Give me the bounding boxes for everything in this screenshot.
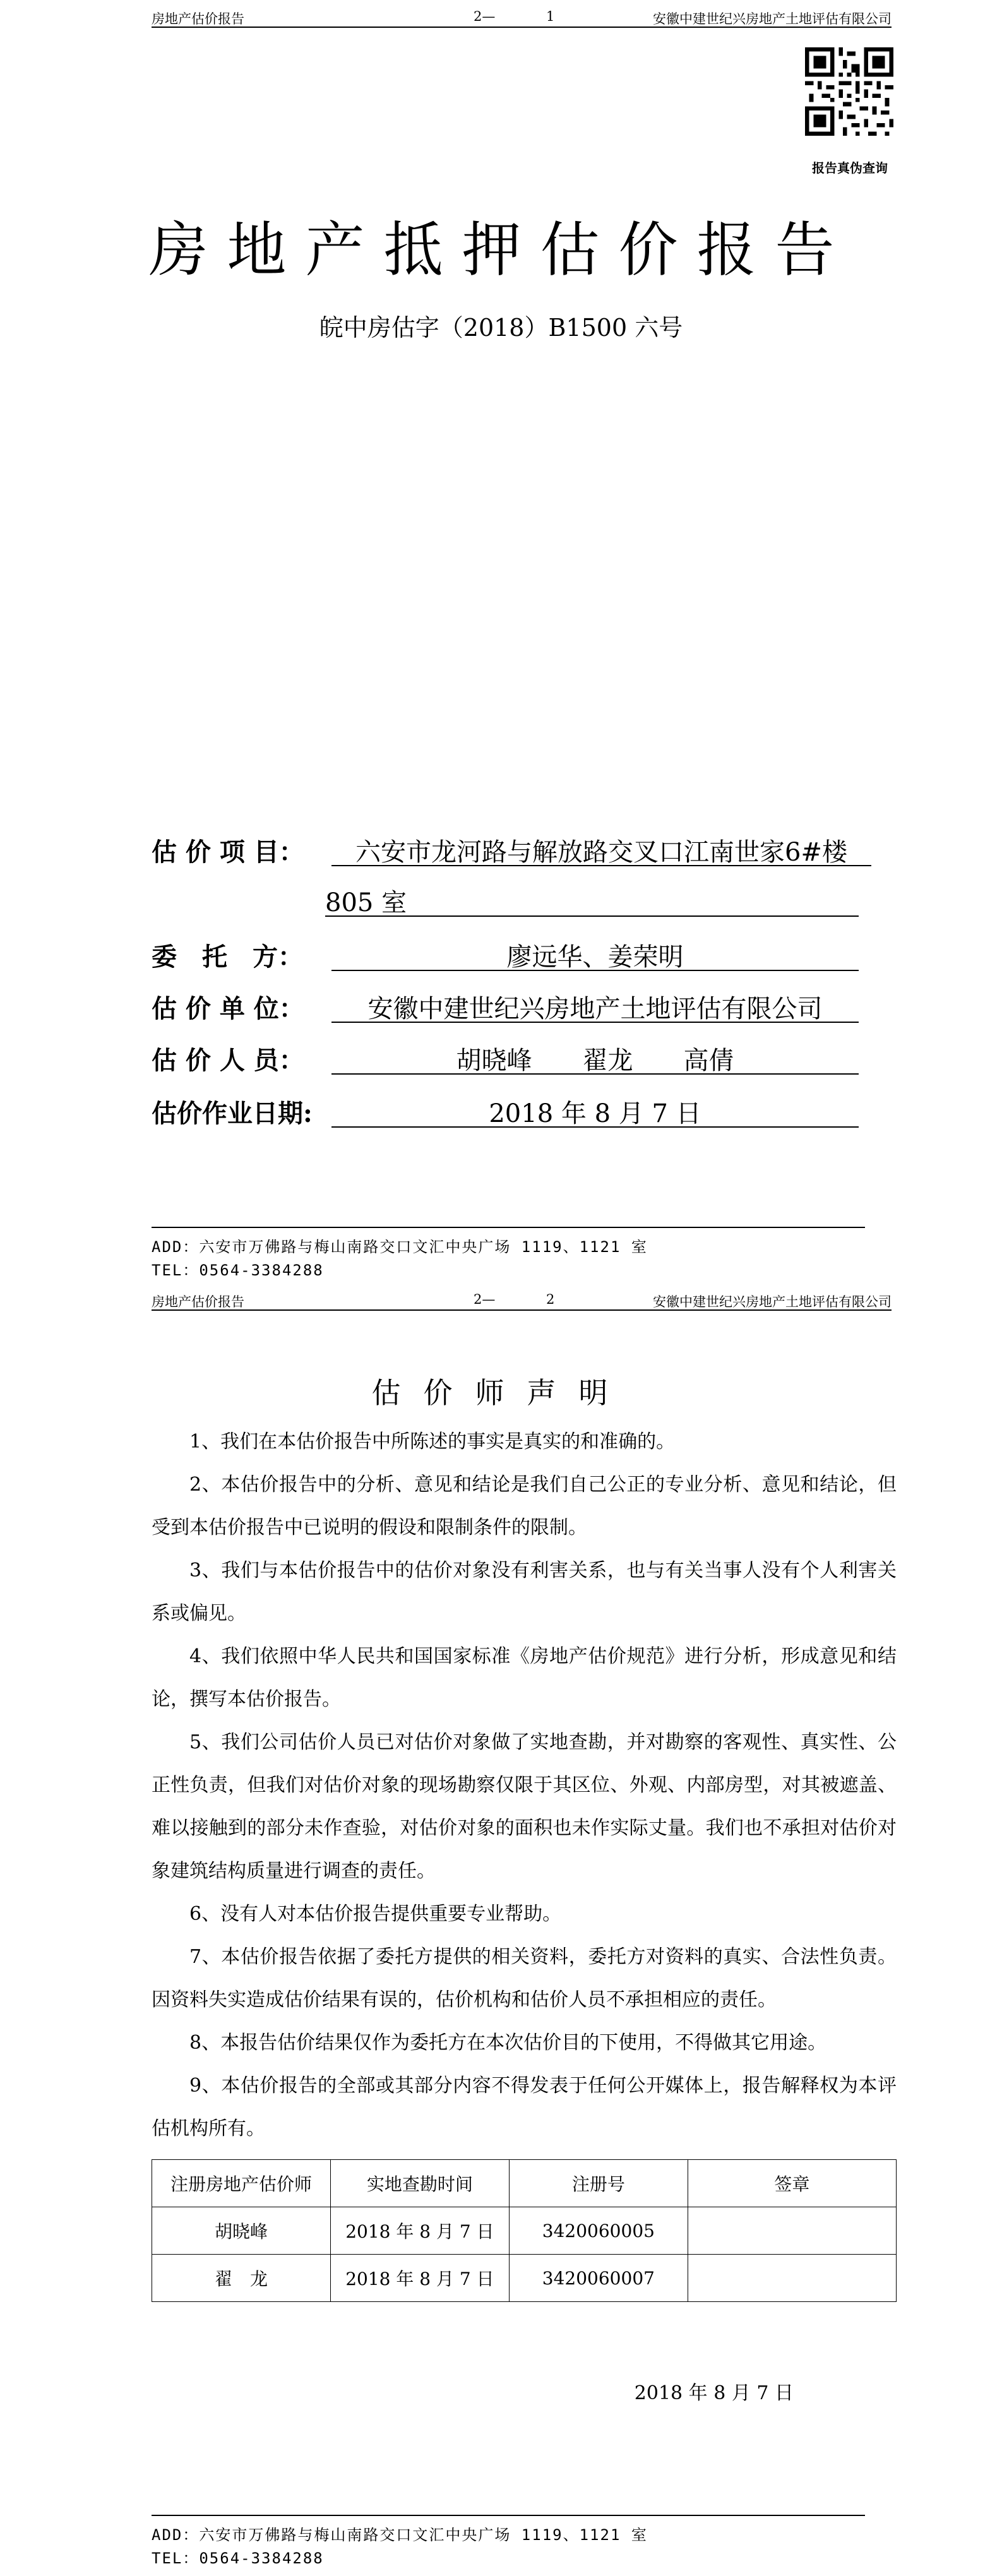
signature-cell: [688, 2207, 896, 2255]
statement-title: 估价师声明: [371, 1376, 631, 1410]
statement-item: 9、本估价报告的全部或其部分内容不得发表于任何公开媒体上，报告解释权为本评估机构所有。: [152, 2075, 897, 2140]
field-value: 廖远华、姜荣明: [331, 937, 859, 971]
field-value-line2: 805 室: [325, 883, 859, 917]
statement-item: 2、本估价报告中的分析、意见和结论是我们自己公正的专业分析、意见和结论，但受到本估价报告中已说明的假设和限制条件的限制。: [152, 1474, 897, 1539]
statement-item: 8、本报告估价结果仅作为委托方在本次估价目的下使用，不得做其它用途。: [189, 2032, 827, 2054]
statement-item: 7、本估价报告依据了委托方提供的相关资料，委托方对资料的真实、合法性负责。因资料失实造成估价结果有误的，估价机构和估价人员不承担相应的责任。: [152, 1946, 897, 2011]
header-dash: 2—: [474, 9, 496, 24]
field-label: 估 价 项 目：: [152, 837, 304, 867]
table-cell: 胡晓峰: [152, 2207, 331, 2255]
table-header-row: [152, 2160, 897, 2207]
report-title: 房地产抵押估价报告: [148, 216, 854, 285]
footer-address: ADD：六安市万佛路与梅山南路交口文汇中央广场 1119、1121 室: [152, 1238, 648, 1256]
table-cell: 3420060007: [509, 2255, 688, 2302]
field-value: 安徽中建世纪兴房地产土地评估有限公司: [331, 989, 859, 1023]
qr-code-icon[interactable]: [805, 47, 893, 136]
footer-tel: TEL：0564-3384288: [152, 2549, 324, 2567]
statement-item: 4、我们依照中华人民共和国国家标准《房地产估价规范》进行分析，形成意见和结论，撰写本估价报告。: [152, 1645, 897, 1710]
header-dash: 2—: [474, 1292, 496, 1307]
statement-item: 3、我们与本估价报告中的估价对象没有利害关系，也与有关当事人没有个人利害关系或偏见。: [152, 1559, 897, 1625]
field-value: 2018 年 8 月 7 日: [331, 1094, 859, 1128]
statement-page: [0, 1288, 1002, 2576]
document-number: 皖中房估字（2018）B1500 六号: [319, 314, 683, 342]
table-cell: 2018 年 8 月 7 日: [330, 2207, 509, 2255]
table-cell: 3420060005: [509, 2207, 688, 2255]
field-project: [152, 832, 847, 868]
field-label: 估 价 人 员：: [152, 1046, 304, 1075]
header-left: 房地产估价报告: [152, 11, 244, 27]
signature-cell: [688, 2255, 896, 2302]
appraiser-table: [152, 2159, 897, 2302]
footer-tel: TEL：0564-3384288: [152, 1261, 324, 1279]
field-work-date: [152, 1094, 701, 1130]
statement-item: 5、我们公司估价人员已对估价对象做了实地查勘，并对勘察的客观性、真实性、公正性负责，但我们对估价对象的现场勘察仅限于其区位、外观、内部房型，对其被遮盖、难以接触到的部分未作查验，对估价对象的面积也未作实际丈量。我们也不承担对估价对象建筑结构质量进行调查的责任。: [152, 1731, 897, 1882]
statement-item: 6、没有人对本估价报告提供重要专业帮助。: [189, 1903, 562, 1925]
statement-item: 1、我们在本估价报告中所陈述的事实是真实的和准确的。: [189, 1431, 676, 1453]
table-cell: 2018 年 8 月 7 日: [330, 2255, 509, 2302]
field-label: 估价作业日期:: [152, 1099, 313, 1128]
header-right: 安徽中建世纪兴房地产土地评估有限公司: [653, 1294, 892, 1309]
field-label: 估 价 单 位：: [152, 994, 304, 1023]
footer-address: ADD：六安市万佛路与梅山南路交口文汇中央广场 1119、1121 室: [152, 2526, 648, 2544]
table-header-cell: 注册房地产估价师: [152, 2160, 331, 2207]
field-value: 六安市龙河路与解放路交叉口江南世家6#楼: [331, 832, 871, 866]
field-value: 胡晓峰 翟龙 高倩: [331, 1041, 859, 1075]
table-cell: 翟 龙: [152, 2255, 331, 2302]
qr-caption: 报告真伪查询: [812, 160, 888, 176]
table-header-cell: 注册号: [509, 2160, 688, 2207]
page-header: [152, 1288, 892, 1311]
table-row: [152, 2255, 897, 2302]
statement-date: 2018 年 8 月 7 日: [634, 2382, 794, 2404]
header-left: 房地产估价报告: [152, 1294, 244, 1309]
field-label: 委 托 方：: [152, 942, 303, 972]
field-appraisers: [152, 1041, 734, 1076]
field-appraisal-unit: [152, 989, 823, 1025]
table-header-cell: 签章: [688, 2160, 896, 2207]
table-row: [152, 2207, 897, 2255]
header-right: 安徽中建世纪兴房地产土地评估有限公司: [653, 11, 892, 27]
field-client: [152, 937, 684, 973]
footer-divider: [152, 2515, 865, 2516]
header-page-number: 2: [546, 1292, 555, 1307]
page-header: [152, 5, 892, 28]
statement-list: [152, 1421, 897, 2150]
header-page-number: 1: [546, 9, 555, 24]
table-header-cell: 实地查勘时间: [330, 2160, 509, 2207]
footer-divider: [152, 1227, 865, 1228]
